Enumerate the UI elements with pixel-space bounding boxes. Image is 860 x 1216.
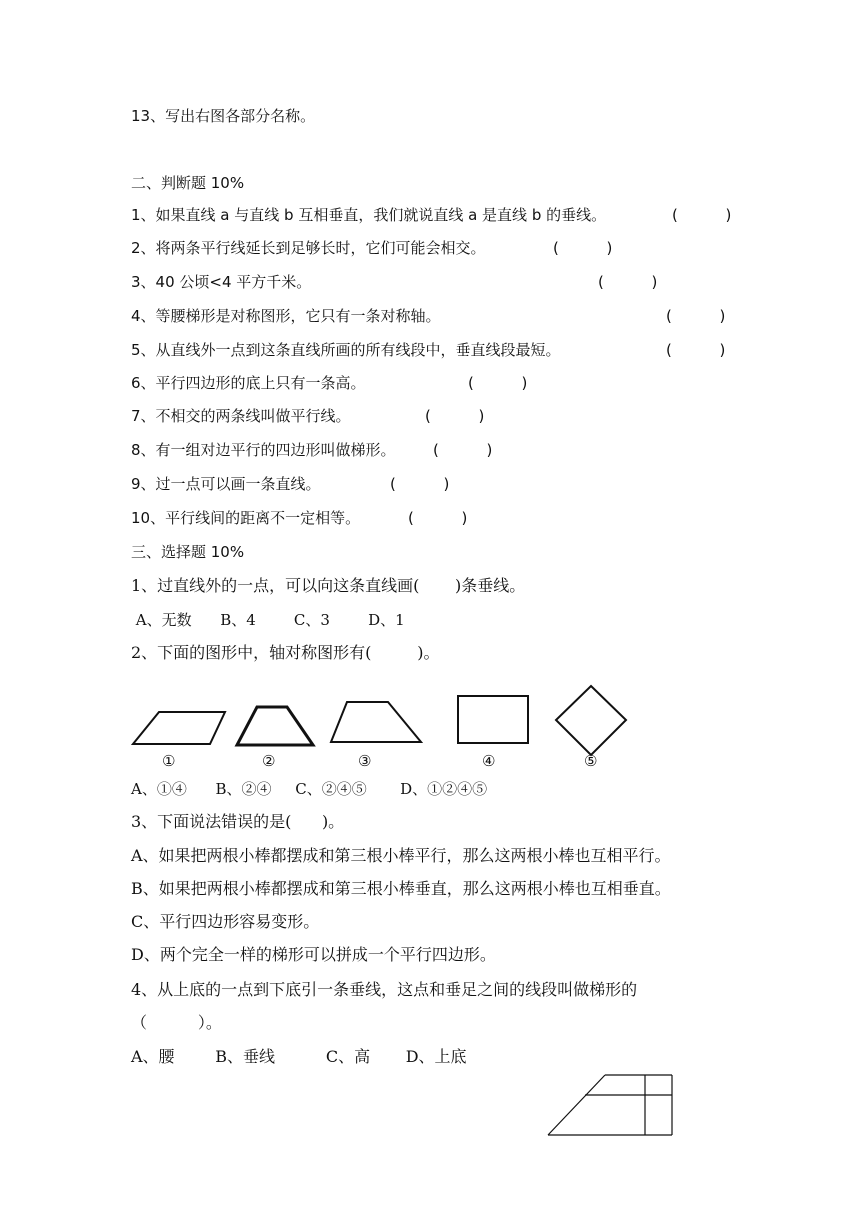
section-judgement-title: 二、判断题 10% — [131, 174, 245, 192]
choice-question-3-option-d: D、两个完全一样的梯形可以拼成一个平行四边形。 — [131, 945, 496, 964]
section-choice-title: 三、选择题 10% — [131, 543, 245, 561]
judgement-item: 9、过一点可以画一条直线。 — [131, 475, 321, 493]
answer-bracket: ( ) — [433, 441, 493, 459]
shape-label-2: ② — [262, 752, 276, 770]
answer-bracket: ( ) — [666, 341, 726, 359]
parallelogram-shape — [133, 712, 225, 744]
judgement-item: 7、不相交的两条线叫做平行线。 — [131, 407, 351, 425]
answer-bracket: ( ) — [468, 374, 528, 392]
choice-question-1: 1、过直线外的一点，可以向这条直线画( )条垂线。 — [131, 576, 526, 595]
shape-label-5: ⑤ — [584, 752, 598, 770]
shape-label-1: ① — [162, 752, 176, 770]
judgement-item: 10、平行线间的距离不一定相等。 — [131, 509, 361, 527]
choice-question-4-line1: 4、从上底的一点到下底引一条垂线，这点和垂足之间的线段叫做梯形的 — [131, 980, 638, 999]
answer-bracket: ( ) — [553, 239, 613, 257]
trapezoid-shape — [331, 702, 421, 742]
square-rotated-shape — [556, 686, 626, 755]
trapezoid-parts-figure — [545, 1072, 680, 1140]
judgement-item: 8、有一组对边平行的四边形叫做梯形。 — [131, 441, 396, 459]
answer-bracket: ( ) — [425, 407, 485, 425]
answer-bracket: ( ) — [408, 509, 468, 527]
answer-bracket: ( ) — [390, 475, 450, 493]
choice-question-4-options: A、腰 B、垂线 C、高 D、上底 — [131, 1047, 467, 1066]
judgement-item: 5、从直线外一点到这条直线所画的所有线段中，垂直线段最短。 — [131, 341, 561, 359]
choice-question-4-line2: （ ）。 — [131, 1013, 222, 1032]
judgement-item: 2、将两条平行线延长到足够长时，它们可能会相交。 — [131, 239, 486, 257]
judgement-item: 6、平行四边形的底上只有一条高。 — [131, 374, 366, 392]
choice-question-2: 2、下面的图形中，轴对称图形有( )。 — [131, 643, 440, 662]
choice-question-3-option-c: C、平行四边形容易变形。 — [131, 912, 320, 931]
shape-label-4: ④ — [482, 752, 496, 770]
question-13: 13、写出右图各部分名称。 — [131, 107, 316, 125]
shapes-figure — [125, 680, 645, 780]
choice-question-2-options: A、①④ B、②④ C、②④⑤ D、①②④⑤ — [131, 780, 488, 798]
choice-question-3: 3、下面说法错误的是( )。 — [131, 812, 345, 831]
choice-question-1-options: A、无数 B、4 C、3 D、1 — [131, 611, 405, 629]
answer-bracket: ( ) — [666, 307, 726, 325]
rectangle-shape — [458, 696, 528, 743]
judgement-item: 4、等腰梯形是对称图形，它只有一条对称轴。 — [131, 307, 441, 325]
judgement-item: 1、如果直线 a 与直线 b 互相垂直，我们就说直线 a 是直线 b 的垂线。 — [131, 206, 607, 224]
answer-bracket: ( ) — [598, 273, 658, 291]
choice-question-3-option-b: B、如果把两根小棒都摆成和第三根小棒垂直，那么这两根小棒也互相垂直。 — [131, 879, 671, 898]
shape-label-3: ③ — [358, 752, 372, 770]
judgement-item: 3、40 公顷<4 平方千米。 — [131, 273, 312, 291]
answer-bracket: ( ) — [672, 206, 732, 224]
choice-question-3-option-a: A、如果把两根小棒都摆成和第三根小棒平行，那么这两根小棒也互相平行。 — [131, 846, 671, 865]
trapezoid-bold-shape — [237, 707, 313, 745]
